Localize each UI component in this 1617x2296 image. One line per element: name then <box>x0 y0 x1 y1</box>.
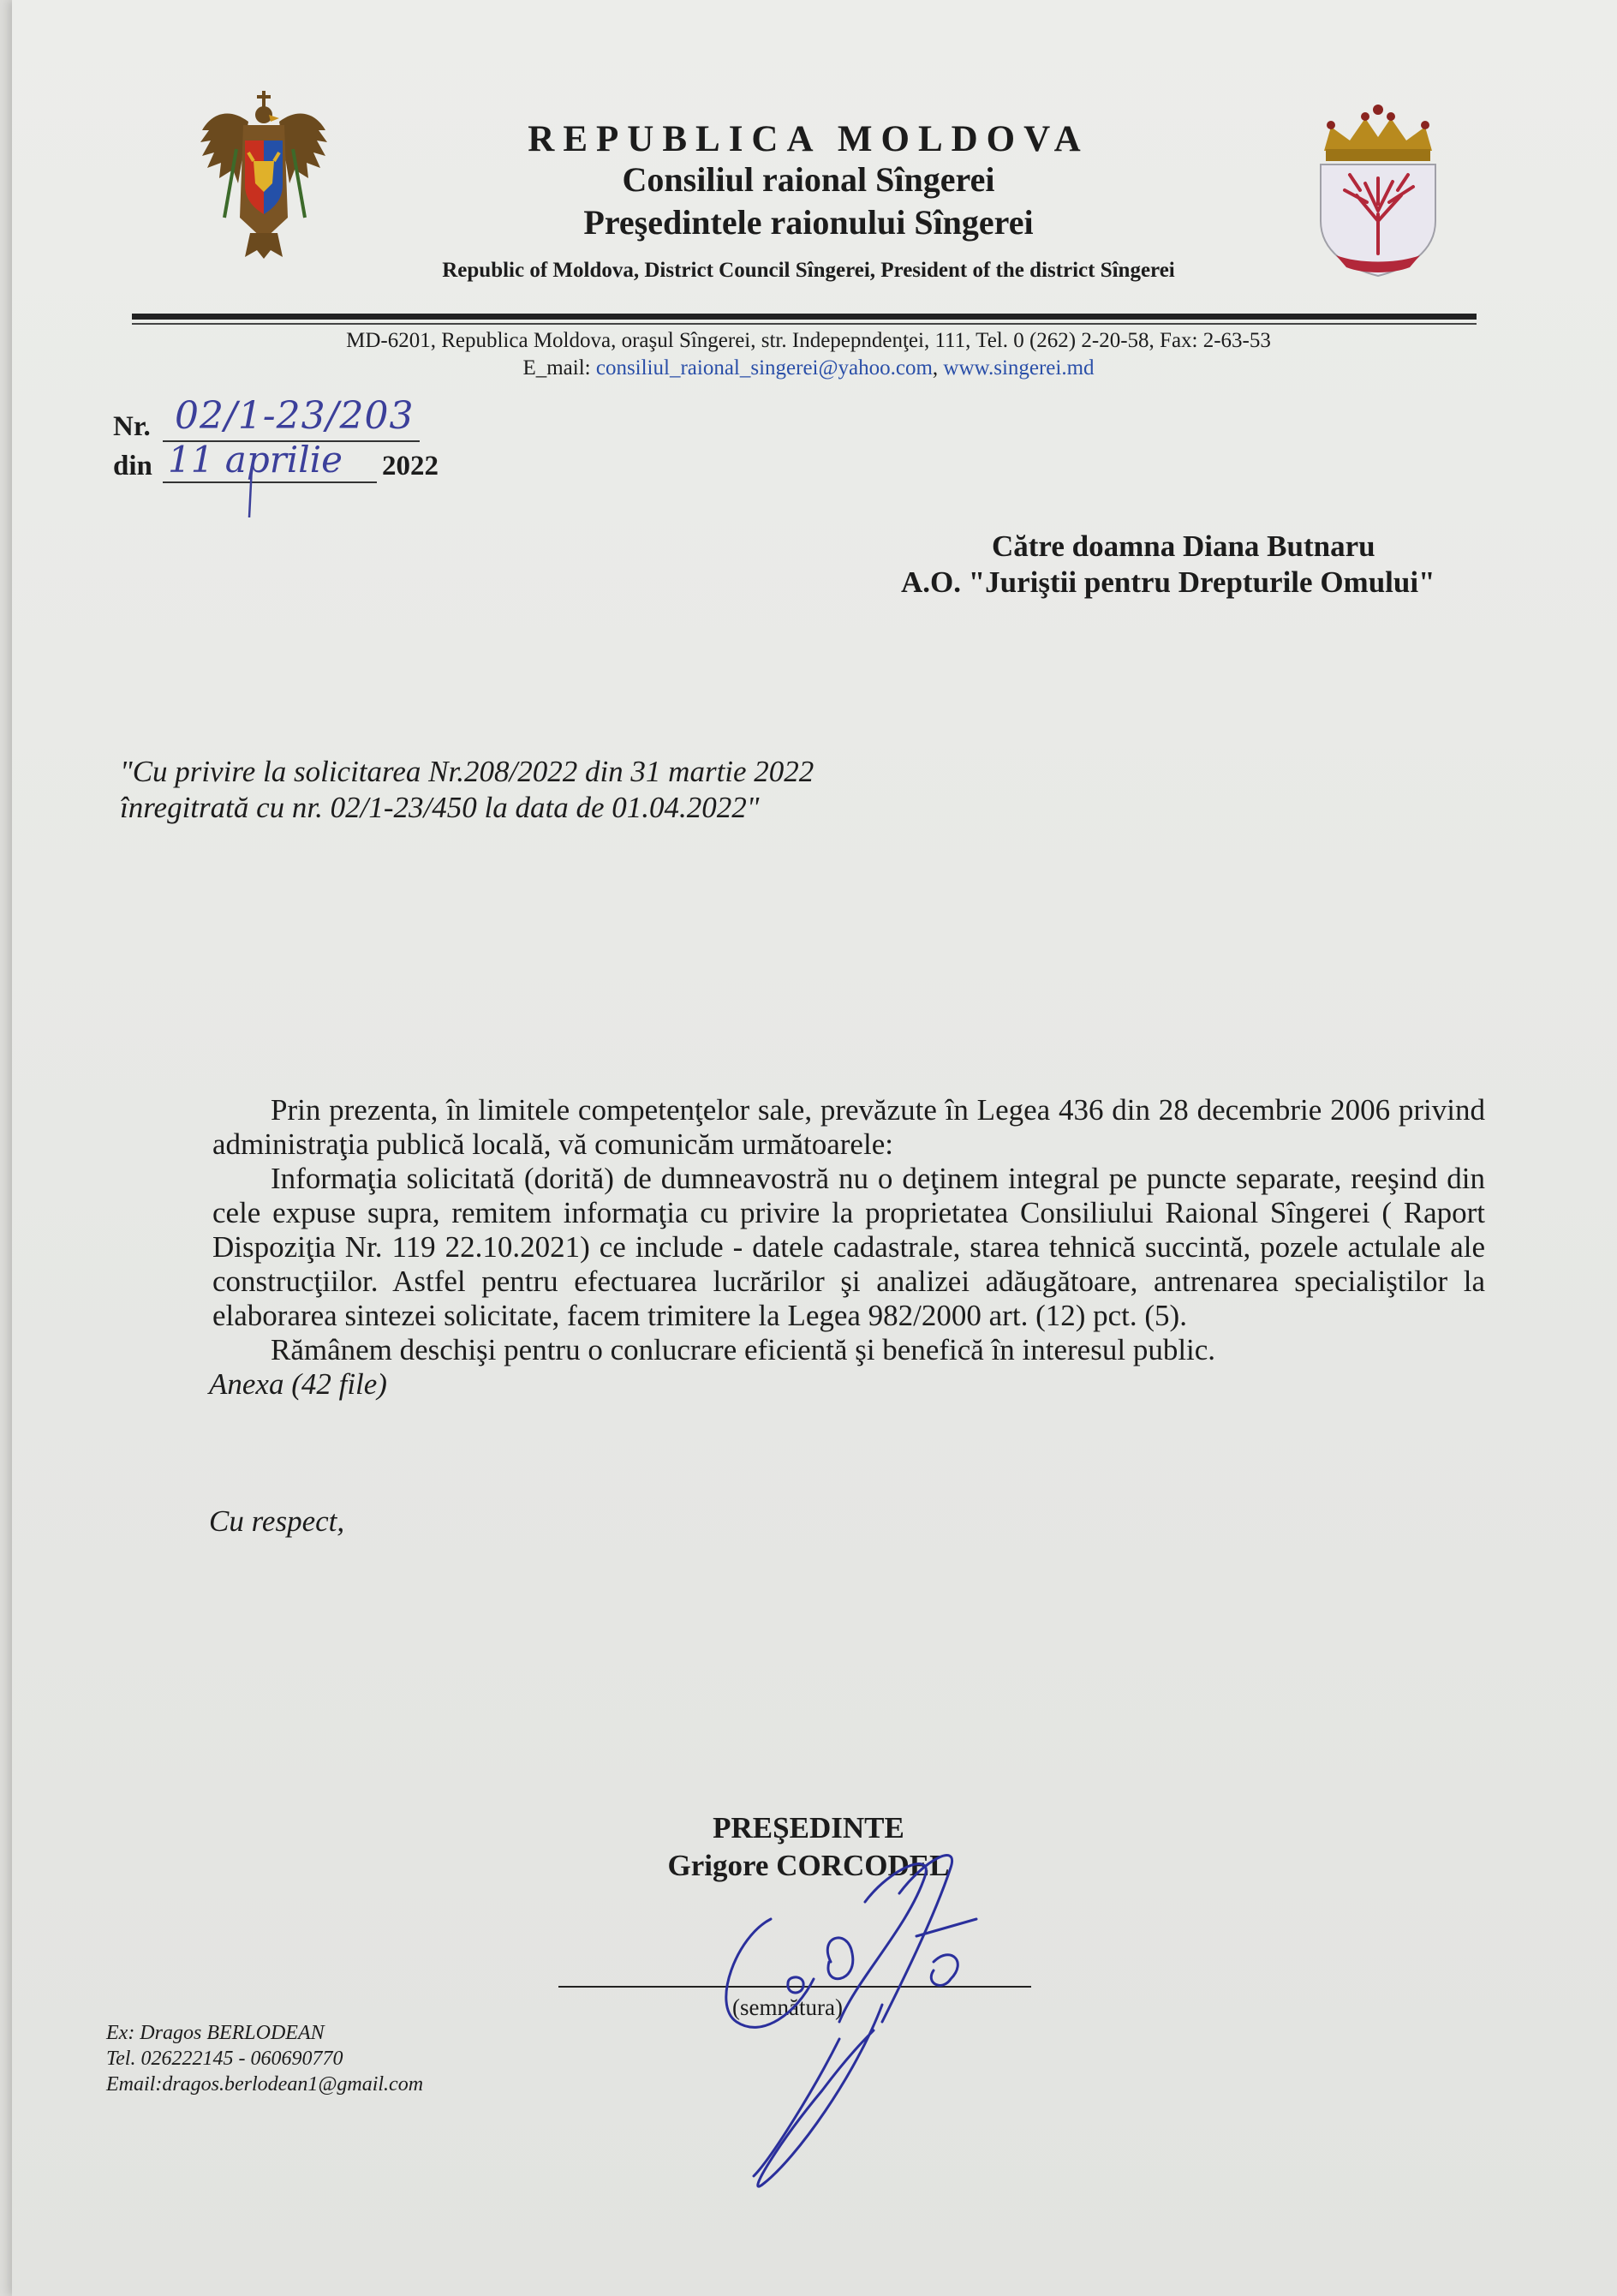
recipient-name: Către doamna Diana Butnaru <box>992 529 1375 563</box>
body-paragraph-1: Prin prezenta, în limitele competenţelor sale, prevăzute în Legea 436 din 28 decembrie 2006 privind administraţia publică locală, vă comunicăm următoarele: <box>212 1093 1485 1161</box>
executor-name: Ex: Dragos BERLODEAN <box>106 2022 325 2044</box>
reference-nr-handwritten: 02/1-23/203 <box>175 394 415 438</box>
subject-line-2: înregitrată cu nr. 02/1-23/450 la data de 01.04.2022" <box>120 791 760 824</box>
council-heading: Consiliul raional Sîngerei <box>622 160 995 199</box>
reference-date-label: din <box>113 451 152 481</box>
closing-salutation: Cu respect, <box>209 1504 345 1538</box>
handwritten-stroke-icon <box>245 466 257 519</box>
subject <box>120 754 1062 826</box>
header-divider <box>132 314 1477 320</box>
body-paragraph-3: Rămânem deschişi pentru o conlucrare eficientă şi benefică în interesul public. <box>271 1333 1216 1366</box>
reference-nr-label: Nr. <box>113 411 151 442</box>
executor-email: Email:dragos.berlodean1@gmail.com <box>106 2073 424 2096</box>
address-line: MD-6201, Republica Moldova, oraşul Sîngerei, str. Indepepndenţei, 111, Tel. 0 (262) 2-20-58, Fax: 2-63-53 <box>346 329 1271 352</box>
annex-note: Anexa (42 file) <box>209 1367 387 1401</box>
president-heading: Preşedintele raionului Sîngerei <box>583 203 1034 242</box>
contact-line <box>0 356 1617 380</box>
reference-date-handwritten: 11 aprilie <box>168 439 343 481</box>
letter-body <box>209 1093 1485 1402</box>
signatory-role: PREŞEDINTE <box>713 1811 904 1845</box>
website-link[interactable]: www.singerei.md <box>943 356 1095 380</box>
email-label: E_mail: <box>522 356 596 380</box>
signatory-name: Grigore CORCODEL <box>667 1849 950 1882</box>
handwritten-signature-icon <box>668 1833 1036 2202</box>
signature-label: (semnătura) <box>732 1994 843 2020</box>
english-heading: Republic of Moldova, District Council Sîngerei, President of the district Sîngerei <box>442 259 1175 282</box>
contact-separator: , <box>932 356 944 380</box>
country-heading: REPUBLICA MOLDOVA <box>528 119 1089 159</box>
header-divider-thin <box>132 323 1477 325</box>
subject-line-1: "Cu privire la solicitarea Nr.208/2022 din 31 martie 2022 <box>120 755 814 788</box>
recipient-organization: A.O. "Juriştii pentru Drepturile Omului" <box>901 565 1435 599</box>
executor-phone: Tel. 026222145 - 060690770 <box>106 2048 343 2070</box>
reference-year: 2022 <box>382 451 439 481</box>
executor-info <box>106 2020 423 2097</box>
body-paragraph-2: Informaţia solicitată (dorită) de dumneavostră nu o deţinem integral pe puncte separate, reeşind din cele expuse supra, remitem informaţia cu privire la proprietatea Consiliului Raional Sîngerei ( Raport Dispoziţia Nr. 119 22.10.2021) ce include - datele cadastrale, starea tehnică succintă, pozele actulale ale construcţiilor. Astfel pentru efectuarea lucrărilor şi analizei adăugătoare, antrenarea specialiştilor la elaborarea sintezei solicitate, facem trimitere la Legea 982/2000 art. (12) pct. (5). <box>212 1162 1485 1332</box>
reference-date-underline <box>163 481 377 483</box>
email-link[interactable]: consiliul_raional_singerei@yahoo.com <box>595 356 933 380</box>
